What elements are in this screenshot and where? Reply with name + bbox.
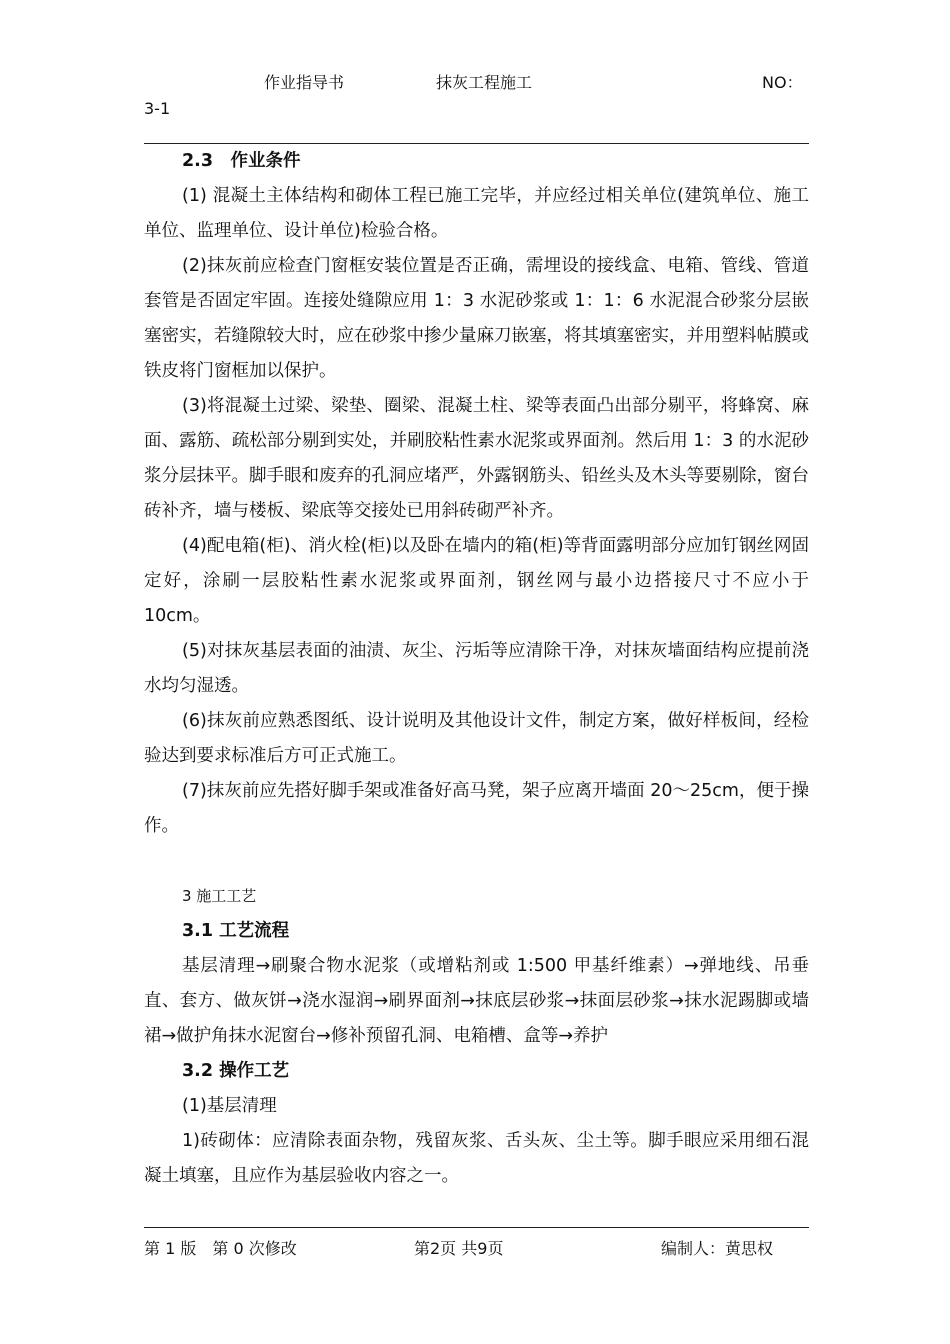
section-heading-2-3: 2.3 作业条件 — [182, 151, 301, 171]
footer-page-number: 第2页 共9页 — [414, 1239, 504, 1258]
paragraph-1: (1) 混凝土主体结构和砌体工程已施工完毕，并应经过相关单位(建筑单位、施工单位、监理单位、设计单位)检验合格。 — [144, 186, 809, 241]
section-heading-3: 3 施工工艺 — [182, 887, 257, 905]
document-body — [144, 144, 809, 1194]
header-doc-title: 抹灰工程施工 — [436, 73, 533, 92]
paragraph-2: (2)抹灰前应检查门窗框安装位置是否正确，需埋设的接线盒、电箱、管线、管道套管是否固定牢固。连接处缝隙应用 1：3 水泥砂浆或 1：1：6 水泥混合砂浆分层嵌塞密实，若缝隙较大时，应在砂浆中掺少量麻刀嵌塞，将其填塞密实，并用塑料帖膜或铁皮将门窗框加以保护。 — [144, 256, 809, 381]
paragraph-7: (7)抹灰前应先搭好脚手架或准备好高马凳，架子应离开墙面 20～25cm，便于操作。 — [144, 781, 809, 836]
item-brick-masonry: 1)砖砌体：应清除表面杂物，残留灰浆、舌头灰、尘土等。脚手眼应采用细石混凝土填塞，且应作为基层验收内容之一。 — [144, 1131, 809, 1186]
paragraph-6: (6)抹灰前应熟悉图纸、设计说明及其他设计文件，制定方案，做好样板间，经检验达到要求标准后方可正式施工。 — [144, 711, 809, 766]
footer-version: 第 1 版 第 0 次修改 — [144, 1239, 297, 1258]
section-heading-3-1: 3.1 工艺流程 — [182, 921, 290, 941]
item-base-cleaning: (1)基层清理 — [182, 1096, 277, 1116]
paragraph-3: (3)将混凝土过梁、梁垫、圈梁、混凝土柱、梁等表面凸出部分剔平，将蜂窝、麻面、露筋、疏松部分剔到实处，并刷胶粘性素水泥浆或界面剂。然后用 1：3 的水泥砂浆分层抹平。脚手眼和废弃的孔洞应堵严，外露钢筋头、铅丝头及木头等要剔除，窗台砖补齐，墙与楼板、梁底等交接处已用斜砖砌严补齐。 — [144, 396, 809, 521]
header-no-value: 3-1 — [144, 99, 171, 118]
paragraph-5: (5)对抹灰基层表面的油渍、灰尘、污垢等应清除干净，对抹灰墙面结构应提前浇水均匀湿透。 — [144, 641, 809, 696]
section-gap — [144, 844, 809, 879]
process-flow-paragraph: 基层清理→刷聚合物水泥浆（或增粘剂或 1:500 甲基纤维素）→弹地线、吊垂直、套方、做灰饼→浇水湿润→刷界面剂→抹底层砂浆→抹面层砂浆→抹水泥踢脚或墙裙→做护角抹水泥窗台→修补预留孔洞、电箱槽、盒等→养护 — [144, 956, 809, 1046]
header-no-label: NO： — [762, 73, 803, 92]
paragraph-4: (4)配电箱(柜)、消火栓(柜)以及卧在墙内的箱(柜)等背面露明部分应加钉钢丝网固定好，涂刷一层胶粘性素水泥浆或界面剂，钢丝网与最小边搭接尺寸不应小于 10cm。 — [144, 536, 809, 626]
header-doc-type: 作业指导书 — [264, 73, 345, 92]
footer-author: 编制人：黄思权 — [661, 1239, 774, 1258]
footer-divider — [144, 1227, 809, 1228]
section-heading-3-2: 3.2 操作工艺 — [182, 1061, 290, 1081]
